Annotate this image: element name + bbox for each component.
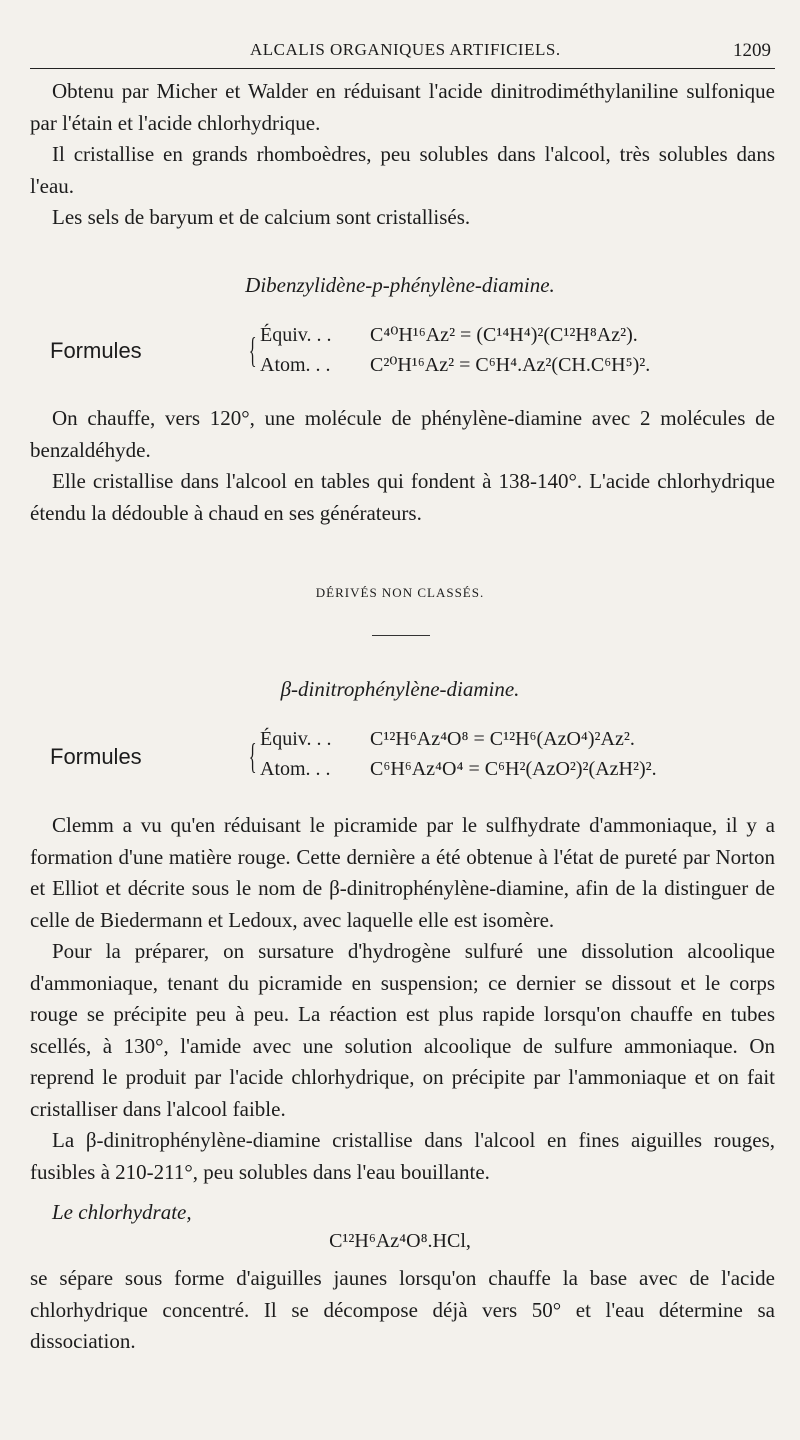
equiv-formula: C⁴⁰H¹⁶Az² = (C¹⁴H⁴)²(C¹²H⁸Az²).: [370, 324, 638, 346]
equiv-label: Équiv. . .: [260, 324, 332, 346]
section-title: β-dinitrophénylène-diamine.: [280, 677, 520, 701]
running-title: ALCALIS ORGANIQUES ARTIFICIELS.: [250, 40, 561, 59]
formulas-label: Formules: [50, 338, 142, 363]
paragraph: La β-dinitrophénylène-diamine cristallise dans l'alcool en fines aiguilles rouges, fusibles à 210-211°, peu solubles dans l'eau bouillante.: [30, 1128, 775, 1184]
paragraph: Le chlorhydrate,: [52, 1200, 192, 1224]
formula-block: [50, 322, 790, 392]
atom-label: Atom. . .: [260, 354, 331, 376]
paragraph: On chauffe, vers 120°, une molécule de phénylène-diamine avec 2 molécules de benzaldéhyde.: [30, 406, 775, 462]
chlorhydrate-text: [30, 1263, 775, 1358]
equiv-formula: C¹²H⁶Az⁴O⁸ = C¹²H⁶(AzO⁴)²Az².: [370, 728, 635, 750]
atom-formula: C²⁰H¹⁶Az² = C⁶H⁴.Az²(CH.C⁶H⁵)².: [370, 354, 651, 376]
intro-block: [30, 76, 775, 234]
brace-icon: {: [248, 736, 257, 776]
equiv-row: [260, 728, 635, 751]
paragraph: se sépare sous forme d'aiguilles jaunes lorsqu'on chauffe la base avec de l'acide chlorhydrique concentré. Il se décompose déjà vers 50° et l'eau détermine sa dissociation.: [30, 1266, 775, 1353]
formula-block: [50, 728, 790, 798]
paragraph: Elle cristallise dans l'alcool en tables qui fondent à 138-140°. L'acide chlorhydrique étendu la dédouble à chaud en ses générateurs.: [30, 469, 775, 525]
atom-formula: C⁶H⁶Az⁴O⁴ = C⁶H²(AzO²)²(AzH²)².: [370, 758, 657, 780]
chlorhydrate-formula: C¹²H⁶Az⁴O⁸.HCl,: [329, 1230, 471, 1252]
chlorhydrate-intro: [30, 1197, 775, 1229]
separator-rule: [372, 635, 430, 636]
section1-text: [30, 403, 775, 529]
formulas-label: Formules: [50, 744, 142, 769]
header-rule: [30, 68, 775, 69]
paragraph: Pour la préparer, on sursature d'hydrogène sulfuré une dissolution alcoolique d'ammoniaque, tenant du picramide en suspension; ce dernier se dissout et le corps rouge se précipite peu à peu. La réaction est plus rapide lorsqu'on chauffe en tubes scellés, à 130°, l'amide avec une solution alcoolique de sulfure ammoniaque. On reprend le produit par l'acide chlorhydrique, on précipite par l'ammoniaque et on fait cristalliser dans l'alcool faible.: [30, 939, 775, 1121]
equiv-label: Équiv. . .: [260, 728, 332, 750]
paragraph: Obtenu par Micher et Walder en réduisant l'acide dinitrodiméthylaniline sulfonique par l'étain et l'acide chlorhydrique.: [30, 79, 775, 135]
section2-text: [30, 810, 775, 1188]
page-number: 1209: [733, 40, 771, 61]
atom-row: [260, 758, 657, 781]
paragraph: Il cristallise en grands rhomboèdres, peu solubles dans l'alcool, très solubles dans l'eau.: [30, 142, 775, 198]
paragraph: Clemm a vu qu'en réduisant le picramide par le sulfhydrate d'ammoniaque, il y a formation d'une matière rouge. Cette dernière a été obtenue à l'état de pureté par Norton et Elliot et décrite sous le nom de β-dinitrophénylène-diamine, afin de la distinguer de celle de Biedermann et Ledoux, avec laquelle elle est isomère.: [30, 813, 775, 932]
brace-icon: {: [248, 330, 257, 370]
atom-label: Atom. . .: [260, 758, 331, 780]
equiv-row: [260, 322, 638, 347]
atom-row: [260, 352, 650, 377]
paragraph: Les sels de baryum et de calcium sont cristallisés.: [52, 205, 471, 229]
section-title: Dibenzylidène-p-phénylène-diamine.: [245, 273, 555, 297]
section-heading: DÉRIVÉS NON CLASSÉS.: [315, 585, 485, 600]
